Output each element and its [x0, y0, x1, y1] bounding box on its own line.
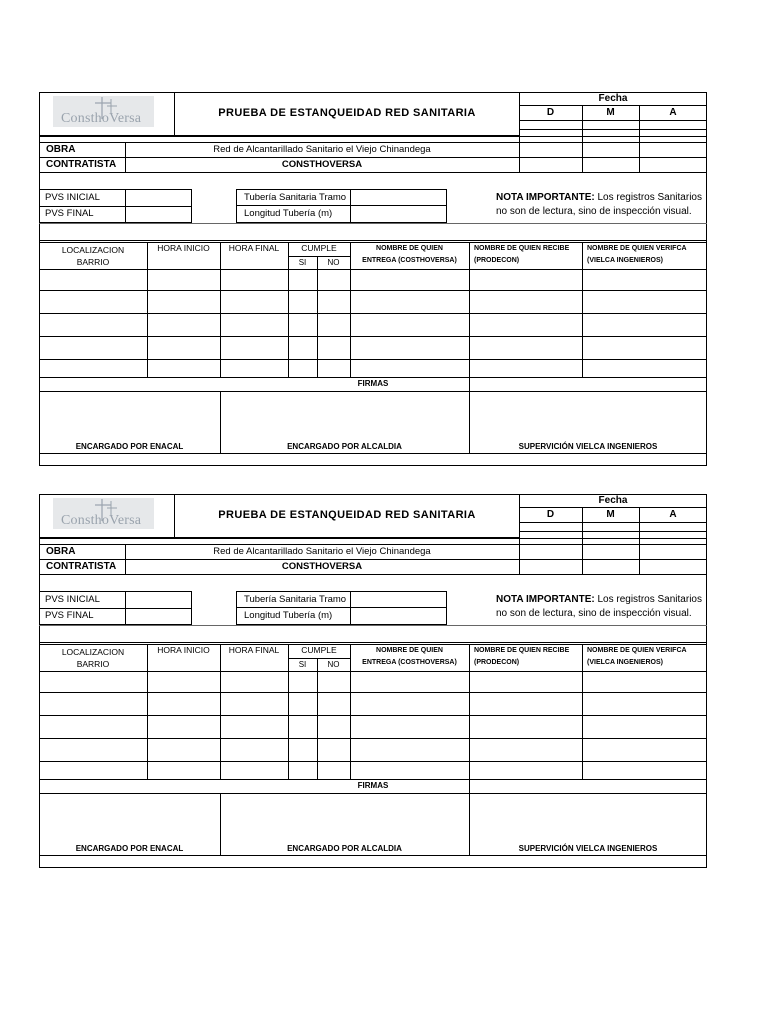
- longitud-field[interactable]: [351, 608, 446, 624]
- longitud-label: Longitud Tubería (m): [244, 610, 333, 621]
- tuberia-tramo-field[interactable]: [351, 592, 446, 607]
- date-month-header: M: [606, 509, 615, 520]
- col-verifica: NOMBRE DE QUIEN VERIFCA (VIELCA INGENIEROS): [587, 647, 687, 666]
- contratista-label: CONTRATISTA: [46, 159, 117, 170]
- sig-alcaldia: ENCARGADO POR ALCALDIA: [287, 442, 402, 451]
- pvs-final-label: PVS FINAL: [45, 610, 94, 621]
- pvs-inicial-label: PVS INICIAL: [45, 192, 100, 203]
- sig-enacal: ENCARGADO POR ENACAL: [75, 844, 184, 853]
- col-no: NO: [327, 660, 340, 669]
- nota-importante-line1: [496, 193, 702, 203]
- company-logo: [53, 498, 154, 529]
- form-bottom: [39, 494, 707, 868]
- contratista-label: CONTRATISTA: [46, 561, 117, 572]
- company-logo: [53, 96, 154, 127]
- obra-value: Red de Alcantarillado Sanitario el Viejo Chinandega: [213, 144, 431, 155]
- col-hora-final: HORA FINAL: [228, 243, 280, 253]
- sig-vielca: SUPERVICIÓN VIELCA INGENIEROS: [518, 442, 658, 451]
- col-hora-inicio: HORA INICIO: [157, 243, 210, 253]
- date-year-header: A: [669, 509, 677, 520]
- nota-importante-line1: [496, 595, 702, 605]
- date-day-header: D: [546, 107, 555, 118]
- col-si: SI: [298, 258, 307, 267]
- pvs-inicial-field[interactable]: [126, 592, 191, 608]
- nota-text-1: Los registros Sanitarios: [594, 192, 702, 203]
- date-year-header: A: [669, 107, 677, 118]
- contratista-value: CONSTHOVERSA: [281, 561, 363, 572]
- fecha-label: Fecha: [598, 93, 628, 104]
- tuberia-tramo-label: Tubería Sanitaria Tramo: [244, 192, 347, 203]
- col-cumple: CUMPLE: [301, 243, 337, 253]
- col-recibe: NOMBRE DE QUIEN RECIBE (PRODECON): [474, 647, 570, 666]
- firmas-label: FIRMAS: [357, 781, 389, 790]
- col-entrega: NOMBRE DE QUIEN ENTREGA (COSTHOVERSA): [362, 245, 457, 264]
- firmas-label: FIRMAS: [357, 379, 389, 388]
- col-no: NO: [327, 258, 340, 267]
- col-localizacion: LOCALIZACION BARRIO: [61, 245, 125, 267]
- pvs-final-label: PVS FINAL: [45, 208, 94, 219]
- sig-vielca: SUPERVICIÓN VIELCA INGENIEROS: [518, 844, 658, 853]
- col-entrega: NOMBRE DE QUIEN ENTREGA (COSTHOVERSA): [362, 647, 457, 666]
- nota-label: NOTA IMPORTANTE:: [496, 192, 595, 203]
- obra-value: Red de Alcantarillado Sanitario el Viejo Chinandega: [213, 546, 431, 557]
- logo-text: ConsthoVersa: [61, 513, 142, 528]
- pvs-inicial-field[interactable]: [126, 190, 191, 206]
- date-month-header: M: [606, 107, 615, 118]
- date-day-header: D: [546, 509, 555, 520]
- pvs-inicial-label: PVS INICIAL: [45, 594, 100, 605]
- longitud-field[interactable]: [351, 206, 446, 222]
- longitud-label: Longitud Tubería (m): [244, 208, 333, 219]
- form-title: PRUEBA DE ESTANQUEIDAD RED SANITARIA: [218, 509, 476, 521]
- col-localizacion: LOCALIZACION BARRIO: [61, 647, 125, 669]
- form-top: [39, 92, 707, 466]
- logo-text: ConsthoVersa: [61, 111, 142, 126]
- col-hora-final: HORA FINAL: [228, 645, 280, 655]
- nota-importante-line2: no son de lectura, sino de inspección visual.: [496, 206, 692, 217]
- pvs-final-field[interactable]: [126, 609, 191, 624]
- col-si: SI: [298, 660, 307, 669]
- nota-importante-line2: no son de lectura, sino de inspección visual.: [496, 608, 692, 619]
- sig-enacal: ENCARGADO POR ENACAL: [75, 442, 184, 451]
- contratista-value: CONSTHOVERSA: [281, 159, 363, 170]
- col-verifica: NOMBRE DE QUIEN VERIFCA (VIELCA INGENIEROS): [587, 245, 687, 264]
- tuberia-tramo-label: Tubería Sanitaria Tramo: [244, 594, 347, 605]
- obra-label: OBRA: [46, 546, 76, 557]
- nota-label: NOTA IMPORTANTE:: [496, 594, 595, 605]
- nota-text-1: Los registros Sanitarios: [594, 594, 702, 605]
- fecha-label: Fecha: [598, 495, 628, 506]
- form-title: PRUEBA DE ESTANQUEIDAD RED SANITARIA: [218, 107, 476, 119]
- col-recibe: NOMBRE DE QUIEN RECIBE (PRODECON): [474, 245, 570, 264]
- tuberia-tramo-field[interactable]: [351, 190, 446, 205]
- col-hora-inicio: HORA INICIO: [157, 645, 210, 655]
- pvs-final-field[interactable]: [126, 207, 191, 222]
- obra-label: OBRA: [46, 144, 76, 155]
- col-cumple: CUMPLE: [301, 645, 337, 655]
- sig-alcaldia: ENCARGADO POR ALCALDIA: [287, 844, 402, 853]
